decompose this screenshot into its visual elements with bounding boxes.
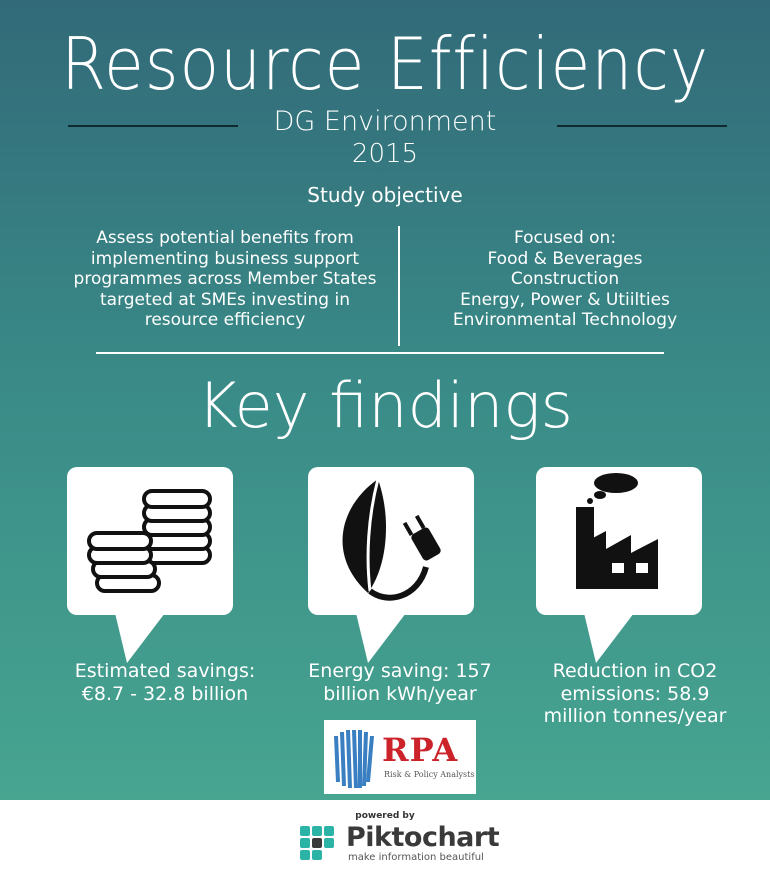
rpa-emblem-icon (330, 726, 380, 788)
page-subtitle: DG Environment (273, 106, 497, 137)
card-tail (584, 613, 634, 663)
focus-item: Energy, Power & Utiilties (460, 289, 670, 310)
card-tail (356, 613, 406, 663)
footer (0, 800, 770, 876)
finding-card-co2 (536, 467, 702, 615)
objective-line: programmes across Member States (73, 269, 377, 289)
finding-savings (50, 660, 280, 705)
factory-icon (536, 467, 702, 615)
horizontal-divider (96, 352, 664, 354)
finding-line: €8.7 - 32.8 billion (81, 682, 249, 705)
objective-line: Assess potential benefits from (96, 228, 354, 248)
focus-list (420, 228, 710, 331)
objective-text (60, 228, 390, 331)
finding-line: emissions: 58.9 (560, 682, 710, 705)
rpa-logo (324, 720, 476, 794)
finding-line: billion kWh/year (323, 682, 477, 705)
objective-line: implementing business support (90, 248, 360, 269)
focus-heading: Focused on: (513, 228, 617, 248)
finding-co2 (520, 660, 750, 728)
focus-item: Construction (510, 269, 620, 289)
finding-card-energy (308, 467, 474, 615)
card-tail (115, 613, 165, 663)
piktochart-tagline: make information beautiful (348, 852, 484, 863)
focus-item: Food & Beverages (487, 248, 643, 269)
objective-label: Study objective (307, 183, 463, 207)
rpa-subtitle: Risk & Policy Analysts (384, 770, 475, 779)
finding-energy (285, 660, 515, 705)
finding-card-savings (67, 467, 233, 615)
coins-icon (67, 467, 233, 615)
piktochart-logo-icon (300, 826, 340, 866)
leaf-plug-icon (308, 467, 474, 615)
objective-line: resource efficiency (144, 310, 306, 330)
powered-by-label: powered by (355, 811, 415, 821)
page-title: Resource Efficiency (61, 22, 709, 106)
focus-item: Environmental Technology (452, 310, 678, 330)
piktochart-brand[interactable]: Piktochart (346, 822, 500, 853)
vertical-divider (398, 226, 400, 346)
page-year: 2015 (351, 139, 419, 169)
finding-line: Energy saving: 157 (308, 660, 492, 682)
rpa-name: RPA (382, 731, 459, 769)
finding-line: million tonnes/year (543, 705, 727, 727)
finding-line: Estimated savings: (74, 660, 256, 682)
key-findings-heading: Key findings (197, 369, 573, 442)
objective-line: targeted at SMEs investing in (99, 289, 351, 310)
finding-line: Reduction in CO2 (552, 660, 718, 682)
